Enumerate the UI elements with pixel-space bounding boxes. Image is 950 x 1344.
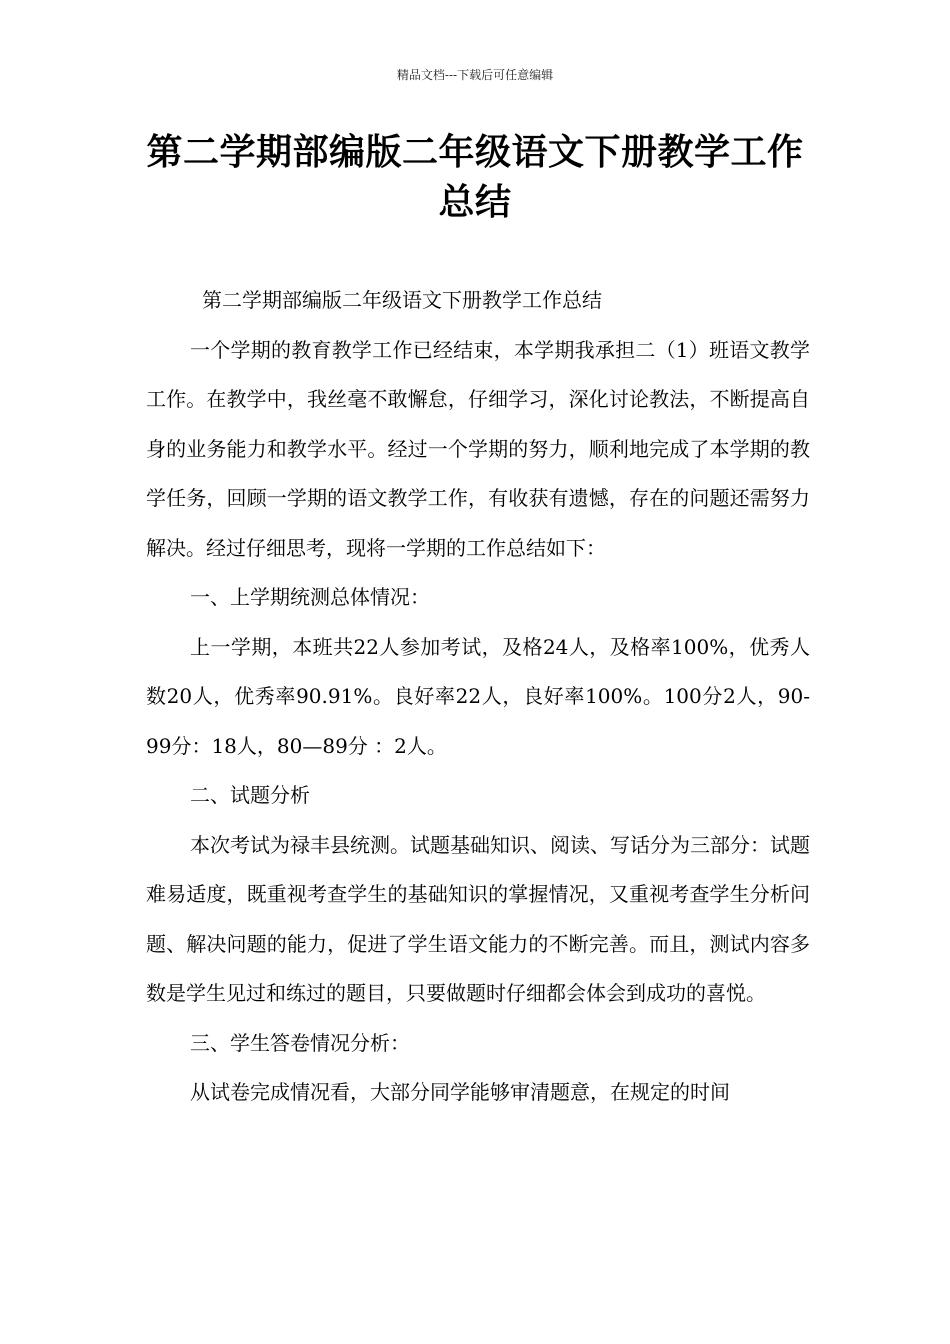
intro-paragraph: 一个学期的教育教学工作已经结束，本学期我承担二（1）班语文教学工作。在教学中，我丝毫不敢懈怠，仔细学习，深化讨论教法，不断提高自身的业务能力和教学水平。经过一个学期的努力，顺利地完成了本学期的教学任务，回顾一学期的语文教学工作，有收获有遗憾，存在的问题还需努力解决。经过仔细思考，现将一学期的工作总结如下： <box>146 337 810 560</box>
answer-analysis-paragraph: 从试卷完成情况看，大部分同学能够审清题意，在规定的时间 <box>190 1080 730 1104</box>
test-analysis-paragraph: 本次考试为禄丰县统测。试题基础知识、阅读、写话分为三部分：试题难易适度，既重视考查学生的基础知识的掌握情况，又重视考查学生分析问题、解决问题的能力，促进了学生语文能力的不断完善。而且，测试内容多数是学生见过和练过的题目，只要做题时仔细都会体会到成功的喜悦。 <box>146 832 810 1005</box>
document-subtitle: 第二学期部编版二年级语文下册教学工作总结 <box>202 288 602 312</box>
document-title: 第二学期部编版二年级语文下册教学工作总结 <box>146 132 804 223</box>
page-header: 精品文档---下载后可任意编辑 <box>396 68 554 82</box>
section-heading-1: 一、上学期统测总体情况： <box>190 585 430 609</box>
section-heading-3: 三、学生答卷情况分析： <box>190 1030 410 1055</box>
exam-results-paragraph: 上一学期，本班共22人参加考试，及格24人，及格率100%，优秀人数20人，优秀率90.91%。良好率22人，良好率100%。100分2人，90-99分：18人，80—89分 ：2人。 <box>146 634 810 758</box>
section-heading-2: 二、试题分析 <box>190 783 310 807</box>
document-body <box>146 276 810 1118</box>
